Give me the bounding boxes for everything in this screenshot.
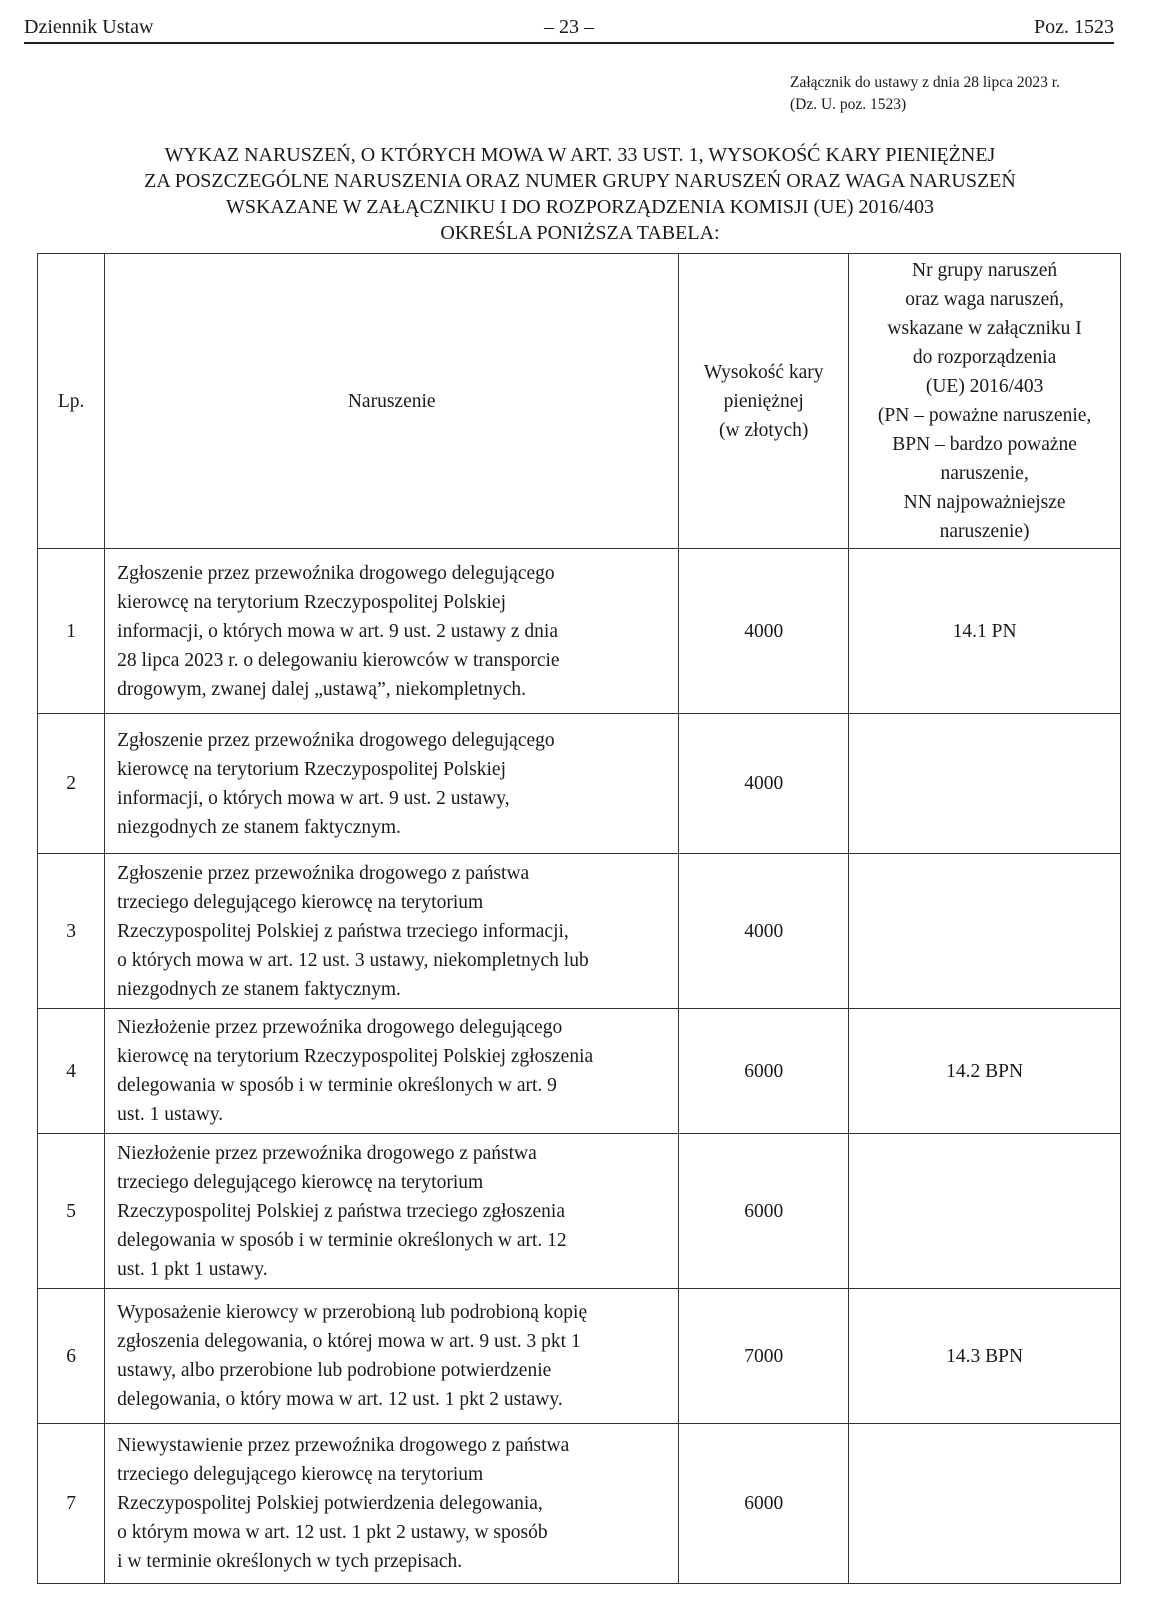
violation-text bbox=[105, 549, 679, 714]
annex-line-2: (Dz. U. poz. 1523) bbox=[790, 96, 907, 113]
violation-text bbox=[105, 1424, 679, 1584]
violation-line: Zgłoszenie przez przewoźnika drogowego z państwa bbox=[117, 862, 530, 884]
violation-line: Wyposażenie kierowcy w przerobioną lub podrobioną kopię bbox=[117, 1302, 588, 1323]
amount-header-line: (w złotych) bbox=[719, 419, 809, 441]
position-number: Poz. 1523 bbox=[1034, 16, 1114, 38]
violation-line: informacji, o których mowa w art. 9 ust. 2 ustawy z dnia bbox=[117, 620, 558, 642]
violation-line: o których mowa w art. 12 ust. 3 ustawy, niekompletnych lub bbox=[117, 949, 589, 971]
title-line-3: WSKAZANE W ZAŁĄCZNIKU I DO ROZPORZĄDZENIA KOMISJI (UE) 2016/403 bbox=[225, 196, 935, 218]
group-header-line: oraz waga naruszeń, bbox=[905, 289, 1064, 310]
group-header-line: naruszenie) bbox=[939, 521, 1030, 542]
column-header-amount bbox=[679, 254, 849, 549]
violation-line: Niezłożenie przez przewoźnika drogowego z państwa bbox=[117, 1142, 537, 1164]
penalty-amount: 6000 bbox=[679, 1009, 849, 1134]
violation-group: 14.1 PN bbox=[849, 549, 1121, 714]
group-header-line: wskazane w załączniku I bbox=[887, 318, 1082, 339]
violation-line: o którym mowa w art. 12 ust. 1 pkt 2 ustawy, w sposób bbox=[117, 1522, 548, 1543]
violation-text bbox=[105, 1134, 679, 1289]
page-number: – 23 – bbox=[544, 16, 594, 38]
violation-line: kierowcę na terytorium Rzeczypospolitej Polskiej bbox=[117, 758, 506, 780]
penalty-amount: 4000 bbox=[679, 854, 849, 1009]
table-row bbox=[38, 854, 1121, 1009]
journal-name: Dziennik Ustaw bbox=[24, 16, 154, 38]
violation-line: kierowcę na terytorium Rzeczypospolitej Polskiej bbox=[117, 591, 506, 613]
violation-group: 14.2 BPN bbox=[849, 1009, 1121, 1134]
penalty-amount: 6000 bbox=[679, 1134, 849, 1289]
violation-group bbox=[849, 1134, 1121, 1289]
amount-header-line: pieniężnej bbox=[723, 390, 804, 412]
violation-text bbox=[105, 1289, 679, 1424]
group-header-line: NN najpoważniejsze bbox=[903, 492, 1066, 513]
violation-line: Rzeczypospolitej Polskiej potwierdzenia delegowania, bbox=[117, 1493, 543, 1514]
row-number: 3 bbox=[38, 854, 105, 1009]
penalty-amount: 6000 bbox=[679, 1424, 849, 1584]
violation-line: ust. 1 pkt 1 ustawy. bbox=[117, 1258, 268, 1280]
table-row bbox=[38, 1289, 1121, 1424]
table-row bbox=[38, 549, 1121, 714]
group-header-line: do rozporządzenia bbox=[912, 347, 1057, 368]
group-header-line: (PN – poważne naruszenie, bbox=[877, 405, 1092, 426]
group-header-line: naruszenie, bbox=[940, 463, 1029, 484]
violation-line: informacji, o których mowa w art. 9 ust. 2 ustawy, bbox=[117, 787, 510, 809]
violation-line: delegowania, o który mowa w art. 12 ust. 1 pkt 2 ustawy. bbox=[117, 1389, 563, 1410]
violation-group bbox=[849, 854, 1121, 1009]
violation-line: Niewystawienie przez przewoźnika drogowego z państwa bbox=[117, 1435, 570, 1456]
row-number: 4 bbox=[38, 1009, 105, 1134]
column-header-lp: Lp. bbox=[38, 254, 105, 549]
violation-line: Niezłożenie przez przewoźnika drogowego delegującego bbox=[117, 1017, 563, 1038]
violation-line: ustawy, albo przerobione lub podrobione potwierdzenie bbox=[117, 1360, 552, 1381]
violation-line: ust. 1 ustawy. bbox=[117, 1104, 224, 1125]
violation-line: trzeciego delegującego kierowcę na terytorium bbox=[117, 1464, 484, 1485]
group-header-line: BPN – bardzo poważne bbox=[892, 434, 1077, 455]
violation-text bbox=[105, 1009, 679, 1134]
violation-line: delegowania w sposób i w terminie określonych w art. 12 bbox=[117, 1229, 567, 1251]
violation-group: 14.3 BPN bbox=[849, 1289, 1121, 1424]
column-header-violation: Naruszenie bbox=[105, 254, 679, 549]
annex-line-1: Załącznik do ustawy z dnia 28 lipca 2023 r. bbox=[790, 74, 1060, 91]
column-header-group bbox=[849, 254, 1121, 549]
row-number: 1 bbox=[38, 549, 105, 714]
violation-line: i w terminie określonych w tych przepisach. bbox=[117, 1551, 463, 1572]
document-title bbox=[40, 142, 1120, 246]
group-header-line: Nr grupy naruszeń bbox=[912, 260, 1058, 281]
violation-line: Zgłoszenie przez przewoźnika drogowego delegującego bbox=[117, 562, 555, 584]
violations-table bbox=[37, 253, 1121, 1584]
penalty-amount: 4000 bbox=[679, 549, 849, 714]
page-header bbox=[24, 14, 1114, 44]
penalty-amount: 4000 bbox=[679, 714, 849, 854]
violation-text bbox=[105, 714, 679, 854]
violation-line: 28 lipca 2023 r. o delegowaniu kierowców w transporcie bbox=[117, 649, 560, 671]
title-line-4: OKREŚLA PONIŻSZA TABELA: bbox=[440, 222, 720, 244]
amount-header-line: Wysokość kary bbox=[703, 361, 824, 383]
violation-line: niezgodnych ze stanem faktycznym. bbox=[117, 816, 401, 838]
row-number: 6 bbox=[38, 1289, 105, 1424]
violation-text bbox=[105, 854, 679, 1009]
violation-line: Rzeczypospolitej Polskiej z państwa trzeciego zgłoszenia bbox=[117, 1200, 565, 1222]
title-line-2: ZA POSZCZEGÓLNE NARUSZENIA ORAZ NUMER GRUPY NARUSZEŃ ORAZ WAGA NARUSZEŃ bbox=[144, 170, 1016, 192]
row-number: 7 bbox=[38, 1424, 105, 1584]
table-row bbox=[38, 714, 1121, 854]
violation-line: niezgodnych ze stanem faktycznym. bbox=[117, 978, 401, 1000]
violation-group bbox=[849, 714, 1121, 854]
title-line-1: WYKAZ NARUSZEŃ, O KTÓRYCH MOWA W ART. 33 UST. 1, WYSOKOŚĆ KARY PIENIĘŻNEJ bbox=[164, 144, 996, 166]
violation-line: drogowym, zwanej dalej „ustawą”, niekompletnych. bbox=[117, 678, 526, 700]
row-number: 5 bbox=[38, 1134, 105, 1289]
annex-note bbox=[790, 72, 1060, 116]
violation-line: zgłoszenia delegowania, o której mowa w art. 9 ust. 3 pkt 1 bbox=[117, 1331, 581, 1352]
group-header-line: (UE) 2016/403 bbox=[925, 376, 1044, 397]
row-number: 2 bbox=[38, 714, 105, 854]
violation-line: Rzeczypospolitej Polskiej z państwa trzeciego informacji, bbox=[117, 920, 569, 942]
table-row bbox=[38, 1134, 1121, 1289]
table-header-row bbox=[38, 254, 1121, 549]
violation-line: kierowcę na terytorium Rzeczypospolitej Polskiej zgłoszenia bbox=[117, 1046, 594, 1067]
violation-line: Zgłoszenie przez przewoźnika drogowego delegującego bbox=[117, 729, 555, 751]
penalty-amount: 7000 bbox=[679, 1289, 849, 1424]
violation-line: trzeciego delegującego kierowcę na terytorium bbox=[117, 891, 484, 913]
table-row bbox=[38, 1424, 1121, 1584]
violation-group bbox=[849, 1424, 1121, 1584]
violation-line: trzeciego delegującego kierowcę na terytorium bbox=[117, 1171, 484, 1193]
table-row bbox=[38, 1009, 1121, 1134]
violation-line: delegowania w sposób i w terminie określonych w art. 9 bbox=[117, 1075, 557, 1096]
